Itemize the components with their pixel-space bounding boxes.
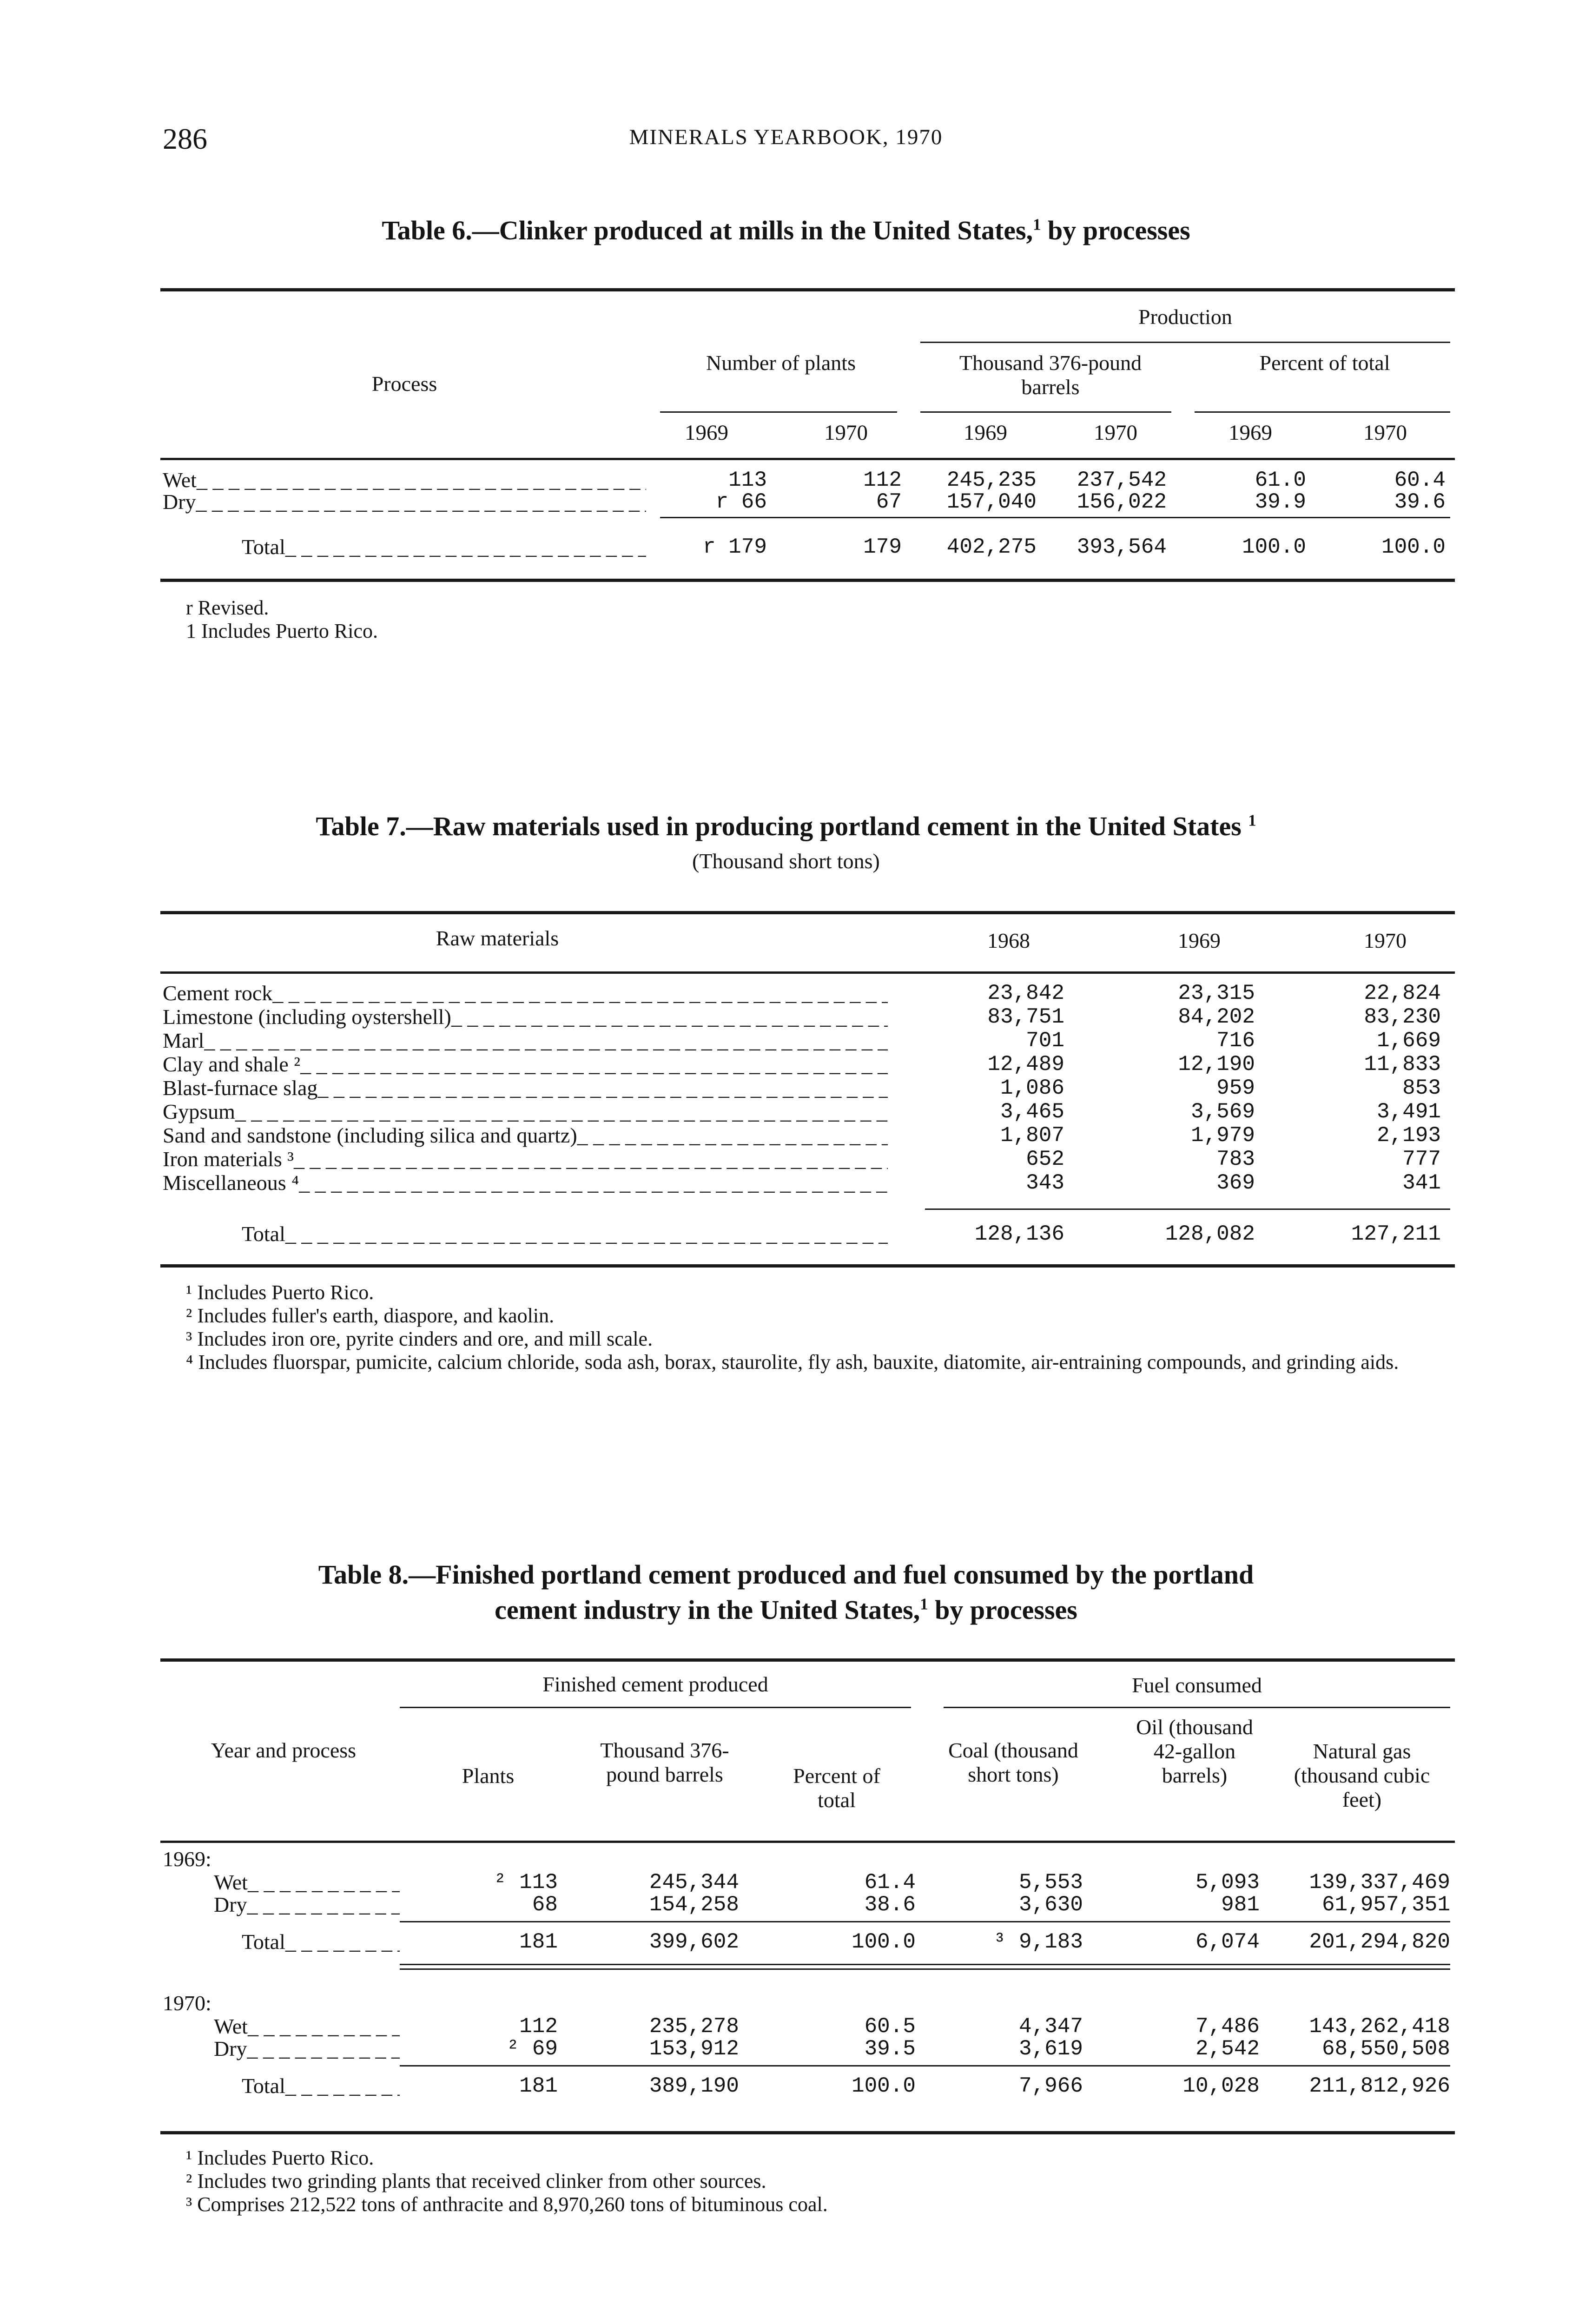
table7-cell: 777: [1402, 1147, 1441, 1171]
table6-title-text: Table 6.—Clinker produced at mills in the United States,: [382, 215, 1033, 245]
table6-year-header: 1970: [824, 421, 868, 445]
table8-footnote: ³ Comprises 212,522 tons of anthracite and 8,970,260 tons of bituminous coal.: [186, 2193, 828, 2216]
table8-cell: 2,542: [1195, 2037, 1260, 2061]
table7-row-label-leader: [163, 1100, 888, 1123]
table7-cell: 1,086: [1000, 1076, 1064, 1100]
table6-total-cell: 179: [863, 535, 902, 559]
table7-title-footnote-mark: 1: [1248, 811, 1256, 830]
running-title: MINERALS YEARBOOK, 1970: [629, 125, 943, 149]
table7-cell: 783: [1216, 1147, 1255, 1171]
table6-total-cell: r 179: [702, 535, 767, 559]
table7-footnote: ⁴ Includes fluorspar, pumicite, calcium chloride, soda ash, borax, staurolite, fly ash, bauxite, diatomite, air-entraining compounds, and grinding aids.: [186, 1351, 1399, 1373]
table7-cell: 23,315: [1178, 981, 1255, 1005]
table8-total-cell: 181: [519, 1930, 558, 1954]
table8-header-finished: Finished cement produced: [542, 1672, 768, 1696]
table6-total-label-leader: [242, 535, 646, 559]
table6-cell: 60.4: [1394, 468, 1446, 492]
page-number: 286: [163, 122, 207, 155]
table8-group-divider: [400, 1968, 1450, 1970]
table8-cell: 61.4: [864, 1870, 916, 1895]
table8-row-label: Wet: [214, 2015, 248, 2038]
table7-cell: 12,190: [1178, 1052, 1255, 1076]
table6-cell: 156,022: [1077, 490, 1167, 514]
table8-cell: 4,347: [1018, 2014, 1083, 2039]
table8-cell: 68,550,508: [1321, 2037, 1450, 2061]
table8-year-label: 1969:: [163, 1847, 211, 1871]
table7-footnote: ³ Includes iron ore, pyrite cinders and ore, and mill scale.: [186, 1327, 653, 1350]
table8-bottom-rule: [160, 2131, 1455, 2134]
table8-cell: 153,912: [649, 2037, 739, 2061]
table8-header-coal: Coal (thousand short tons): [948, 1738, 1078, 1786]
table7-cell: 11,833: [1364, 1052, 1441, 1076]
table8-footnote: ² Includes two grinding plants that received clinker from other sources.: [186, 2170, 766, 2192]
table7-row-label: Limestone (including oystershell): [163, 1005, 451, 1029]
table8-header-plants: Plants: [462, 1764, 515, 1788]
table7-year-header: 1970: [1364, 929, 1407, 952]
table7-cell: 3,465: [1000, 1100, 1064, 1124]
table8-total-cell: 389,190: [649, 2074, 739, 2098]
table8-total-label: Total: [242, 2074, 285, 2098]
table6-subheader-rule-right: [1195, 411, 1450, 413]
table8-row-label: Wet: [214, 1871, 248, 1894]
table8-finished-rule: [400, 1707, 911, 1708]
table6-title-footnote-mark: 1: [1033, 215, 1041, 234]
table8-cell: 61,957,351: [1321, 1893, 1450, 1917]
table8-total-cell: 181: [519, 2074, 558, 2098]
table8-cell: 143,262,418: [1309, 2014, 1450, 2039]
table6-header-production: Production: [1138, 305, 1232, 329]
table8-total-label-leader: [242, 2074, 400, 2098]
table8-total-rule: [400, 2065, 1450, 2067]
table8-cell: 112: [519, 2014, 558, 2039]
table8-title-footnote-mark: 1: [920, 1595, 928, 1613]
table8-total-cell: 7,966: [1018, 2074, 1083, 2098]
table8-total-label: Total: [242, 1930, 285, 1954]
table8-header-bottom-rule: [160, 1841, 1455, 1843]
table8-top-rule: [160, 1658, 1455, 1662]
table7-cell: 853: [1402, 1076, 1441, 1100]
table6-production-rule: [920, 342, 1450, 343]
table7-row-label-leader: [163, 1053, 888, 1076]
table6-header-percent: Percent of total: [1259, 351, 1390, 375]
table7-cell: 23,842: [987, 981, 1064, 1005]
table7-row-label: Gypsum: [163, 1100, 235, 1123]
table7-total-cell: 128,082: [1165, 1222, 1255, 1246]
table6-cell: 67: [876, 490, 902, 514]
table7-row-label-leader: [163, 1171, 888, 1195]
table7-cell: 716: [1216, 1029, 1255, 1053]
table7-bottom-rule: [160, 1264, 1455, 1268]
table8-cell: ² 69: [506, 2037, 558, 2061]
table6-total-cell: 402,275: [946, 535, 1037, 559]
table7-row-label: Clay and shale ²: [163, 1053, 301, 1076]
table8-cell: 5,553: [1018, 1870, 1083, 1895]
table6-cell: 245,235: [946, 468, 1037, 492]
table8-header-year: Year and process: [211, 1738, 357, 1762]
table6-year-header: 1969: [964, 421, 1007, 445]
table6-total-rule: [660, 517, 1450, 518]
table6-bottom-rule: [160, 579, 1455, 582]
table8-cell: 139,337,469: [1309, 1870, 1450, 1895]
table6-row-label: Wet: [163, 469, 197, 492]
table7-top-rule: [160, 911, 1455, 914]
table7-title-text: Table 7.—Raw materials used in producing portland cement in the United States: [316, 811, 1242, 841]
table6-row-label: Dry: [163, 490, 196, 514]
table6-total-cell: 100.0: [1381, 535, 1446, 559]
table8-total-label-leader: [242, 1930, 400, 1954]
table6-cell: 113: [728, 468, 767, 492]
table7-header-raw: Raw materials: [436, 926, 559, 950]
table6-cell: 39.9: [1255, 490, 1306, 514]
table8-header-oil: Oil (thousand 42-gallon barrels): [1136, 1715, 1253, 1787]
table6-row-label-leader: [163, 490, 646, 514]
table6-cell: 237,542: [1077, 468, 1167, 492]
table7-row-label: Cement rock: [163, 982, 273, 1005]
table7-subtitle: (Thousand short tons): [692, 849, 880, 873]
table8-total-cell: 201,294,820: [1309, 1930, 1450, 1954]
table7-year-header: 1969: [1178, 929, 1221, 952]
table7-row-label-leader: [163, 1076, 888, 1100]
table8-cell: 235,278: [649, 2014, 739, 2039]
table8-cell: 60.5: [864, 2014, 916, 2039]
table7-row-label-leader: [163, 1005, 888, 1029]
table7-cell: 12,489: [987, 1052, 1064, 1076]
table8-total-cell: 211,812,926: [1309, 2074, 1450, 2098]
table6-year-header: 1970: [1094, 421, 1137, 445]
table7-cell: 1,807: [1000, 1123, 1064, 1148]
table8-row-label: Dry: [214, 2037, 247, 2060]
table8-title-line2: [0, 1592, 1572, 1628]
table6-year-header: 1970: [1363, 421, 1407, 445]
table8-cell: 5,093: [1195, 1870, 1260, 1895]
table8-total-cell: 6,074: [1195, 1930, 1260, 1954]
table7-row-label-leader: [163, 1029, 888, 1052]
table6-footnote: 1 Includes Puerto Rico.: [186, 620, 378, 642]
table7-cell: 3,569: [1190, 1100, 1255, 1124]
table8-group-divider: [400, 1964, 1450, 1965]
table7-total-label: Total: [242, 1222, 285, 1246]
table8-row-label: Dry: [214, 1893, 247, 1916]
table8-row-label-leader: [214, 1893, 400, 1916]
table6-cell: 112: [863, 468, 902, 492]
table8-cell: 38.6: [864, 1893, 916, 1917]
table8-cell: 3,630: [1018, 1893, 1083, 1917]
table7-cell: 3,491: [1376, 1100, 1441, 1124]
table8-row-label-leader: [214, 1871, 400, 1894]
table7-cell: 83,230: [1364, 1005, 1441, 1029]
table7-footnote: ¹ Includes Puerto Rico.: [186, 1281, 374, 1304]
table7-row-label: Iron materials ³: [163, 1148, 294, 1171]
table6-title-tail: by processes: [1041, 215, 1190, 245]
table6-cell: r 66: [715, 490, 767, 514]
table8-header-gas: Natural gas (thousand cubic feet): [1294, 1739, 1430, 1811]
table7-row-label: Marl: [163, 1029, 205, 1052]
table8-total-cell: 100.0: [851, 2074, 916, 2098]
table6-cell: 157,040: [946, 490, 1037, 514]
table7-cell: 369: [1216, 1171, 1255, 1195]
table8-title: [0, 1557, 1572, 1628]
table6-total-label: Total: [242, 535, 285, 559]
table7-cell: 83,751: [987, 1005, 1064, 1029]
table7-footnote: ² Includes fuller's earth, diaspore, and kaolin.: [186, 1304, 555, 1327]
table7-row-label: Blast-furnace slag: [163, 1076, 318, 1100]
table6-header-thousand: Thousand 376-pound barrels: [959, 351, 1142, 399]
table8-footnote: ¹ Includes Puerto Rico.: [186, 2146, 374, 2169]
table8-cell: 245,344: [649, 1870, 739, 1895]
table6-footnote: r Revised.: [186, 596, 269, 619]
table8-header-fuel: Fuel consumed: [1132, 1673, 1262, 1697]
table8-title-line2-text: cement industry in the United States,: [495, 1595, 920, 1625]
table8-cell: 3,619: [1018, 2037, 1083, 2061]
table8-header-percent: Percent of total: [793, 1764, 880, 1812]
table8-title-line1: Table 8.—Finished portland cement produced and fuel consumed by the portland: [318, 1559, 1254, 1590]
table6-row-label-leader: [163, 469, 646, 492]
table8-header-thousand: Thousand 376-pound barrels: [600, 1738, 729, 1786]
table8-cell: 68: [532, 1893, 558, 1917]
table7-cell: 343: [1026, 1171, 1064, 1195]
table7-cell: 341: [1402, 1171, 1441, 1195]
table7-cell: 84,202: [1178, 1005, 1255, 1029]
table6-year-header: 1969: [1229, 421, 1272, 445]
table7-title: [0, 809, 1572, 844]
table7-total-cell: 127,211: [1351, 1222, 1441, 1246]
table8-cell: 981: [1221, 1893, 1260, 1917]
table6-total-cell: 100.0: [1242, 535, 1306, 559]
table7-total-cell: 128,136: [974, 1222, 1064, 1246]
table7-row-label: Miscellaneous ⁴: [163, 1171, 299, 1195]
table6-top-rule: [160, 288, 1455, 291]
table7-row-label-leader: [163, 1148, 888, 1171]
table6-subheader-rule-left: [660, 411, 897, 413]
table8-total-rule: [400, 1921, 1450, 1922]
table6-cell: 61.0: [1255, 468, 1306, 492]
table7-cell: 1,669: [1376, 1029, 1441, 1053]
table7-row-label: Sand and sandstone (including silica and quartz): [163, 1124, 577, 1147]
table6-cell: 39.6: [1394, 490, 1446, 514]
table8-total-cell: ³ 9,183: [993, 1930, 1083, 1954]
table8-cell: 7,486: [1195, 2014, 1260, 2039]
table8-total-cell: 100.0: [851, 1930, 916, 1954]
table8-year-label: 1970:: [163, 1991, 211, 2015]
table7-cell: 2,193: [1376, 1123, 1441, 1148]
table7-cell: 959: [1216, 1076, 1255, 1100]
table6-header-plants: Number of plants: [706, 351, 856, 375]
table7-header-bottom-rule: [160, 971, 1455, 974]
table6-title: [0, 213, 1572, 248]
table7-year-header: 1968: [987, 929, 1030, 952]
table8-row-label-leader: [214, 2015, 400, 2038]
table7-cell: 22,824: [1364, 981, 1441, 1005]
table8-cell: 39.5: [864, 2037, 916, 2061]
table7-row-label-leader: [163, 982, 888, 1005]
table6-header-bottom-rule: [160, 458, 1455, 460]
table7-cell: 701: [1026, 1029, 1064, 1053]
table8-title-tail: by processes: [928, 1595, 1077, 1625]
table8-total-cell: 10,028: [1182, 2074, 1260, 2098]
table8-fuel-rule: [944, 1707, 1450, 1708]
table7-total-label-leader: [242, 1222, 888, 1246]
table6-header-process: Process: [371, 372, 437, 396]
table7-cell: 1,979: [1190, 1123, 1255, 1148]
table8-cell: ² 113: [493, 1870, 558, 1895]
table6-total-cell: 393,564: [1077, 535, 1167, 559]
table6-subheader-rule-mid: [920, 411, 1171, 413]
table6-year-header: 1969: [685, 421, 728, 445]
table8-cell: 154,258: [649, 1893, 739, 1917]
table8-row-label-leader: [214, 2037, 400, 2060]
table7-cell: 652: [1026, 1147, 1064, 1171]
table7-total-rule: [925, 1208, 1450, 1210]
table8-total-cell: 399,602: [649, 1930, 739, 1954]
table7-row-label-leader: [163, 1124, 888, 1147]
